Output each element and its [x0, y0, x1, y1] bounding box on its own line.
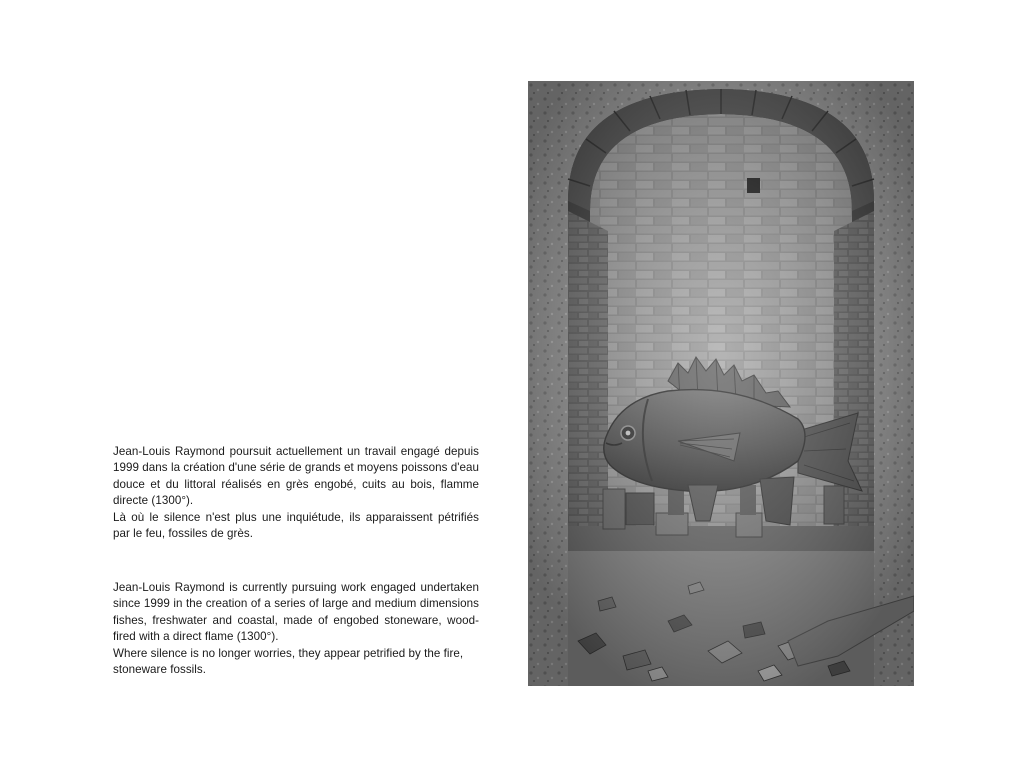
french-description — [113, 444, 479, 542]
kiln-fish-illustration — [528, 81, 914, 686]
french-paragraph-2: Là où le silence n'est plus une inquiétude, ils apparaissent pétrifiés par le feu, fossiles de grès. — [113, 510, 479, 541]
english-description — [113, 580, 479, 678]
french-paragraph-1: Jean-Louis Raymond poursuit actuellement un travail engagé depuis 1999 dans la création d'une série de grands et moyens poissons d'eau douce et du littoral réalisés en grès engobé, cuits au bois, flamme directe (1300°). — [113, 445, 479, 508]
kiln-fish-photo — [528, 81, 914, 686]
english-paragraph-2: Where silence is no longer worries, they appear petrified by the fire, stoneware fossils. — [113, 646, 464, 677]
english-paragraph-1: Jean-Louis Raymond is currently pursuing work engaged undertaken since 1999 in the creation of a series of large and medium dimensions fishes, freshwater and coastal, made of engobed stoneware, wood-fired with a direct flame (1300°). — [113, 581, 479, 644]
